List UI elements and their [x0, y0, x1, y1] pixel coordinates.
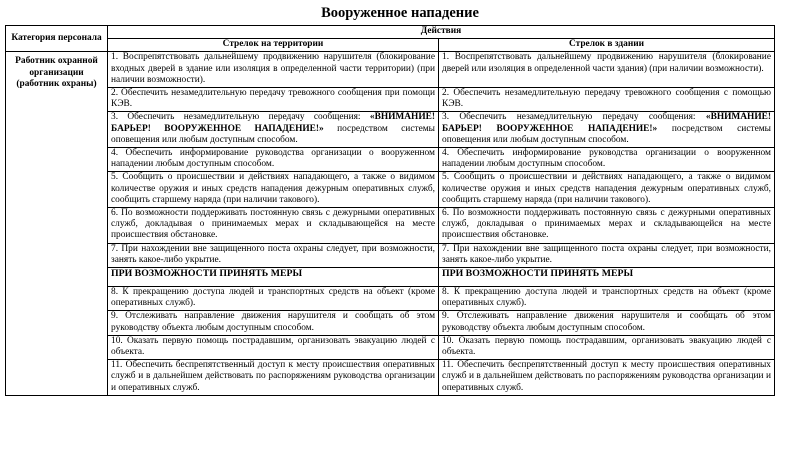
- building-step-3-post: посредством системы оповещения или любым доступным способом.: [442, 123, 771, 145]
- building-step-9: 9. Отслеживать направление движения нарушителя и сообщать об этом руководству объекта любым доступным способом.: [439, 311, 775, 335]
- territory-alert-text: «ВНИМАНИЕ! БАРЬЕР! ВООРУЖЕННОЕ НАПАДЕНИЕ!»: [111, 112, 435, 134]
- header-territory: Стрелок на территории: [108, 39, 439, 52]
- territory-step-8: 8. К прекращению доступа людей и транспортных средств на объект (кроме оперативных служб).: [108, 287, 439, 311]
- territory-step-4: 4. Обеспечить информирование руководства организации о вооруженном нападении любым доступным способом.: [108, 148, 439, 172]
- territory-step-5: 5. Сообщить о происшествии и действиях нападающего, а также о видимом количестве оружия и иных средств нападения дежурным оперативных служб, сообщить старшему наряда (при наличии такового).: [108, 172, 439, 208]
- territory-step-10: 10. Оказать первую помощь пострадавшим, организовать эвакуацию людей с объекта.: [108, 335, 439, 359]
- building-alert-text: «ВНИМАНИЕ! БАРЬЕР! ВООРУЖЕННОЕ НАПАДЕНИЕ!»: [442, 112, 771, 134]
- territory-step-9: 9. Отслеживать направление движения нарушителя и сообщать об этом руководству объекта любым доступным способом.: [108, 311, 439, 335]
- building-step-7: 7. При нахождении вне защищенного поста охраны следует, при возможности, занять какое-либо укрытие.: [439, 243, 775, 267]
- building-step-3-pre: 3. Обеспечить незамедлительную передачу сообщения:: [442, 112, 706, 123]
- role-cell: Работник охранной организации (работник охраны): [6, 52, 108, 396]
- building-step-2: 2. Обеспечить незамедлительную передачу тревожного сообщения с помощью КЭВ.: [439, 88, 775, 112]
- building-step-11: 11. Обеспечить беспрепятственный доступ к месту происшествия оперативных служб и в дальнейшем действовать по распоряжениям руководства организации и оперативных служб.: [439, 360, 775, 396]
- actions-table: [5, 25, 775, 396]
- building-step-10: 10. Оказать первую помощь пострадавшим, организовать эвакуацию людей с объекта.: [439, 335, 775, 359]
- territory-measures-heading: ПРИ ВОЗМОЖНОСТИ ПРИНЯТЬ МЕРЫ: [108, 268, 439, 287]
- header-building: Стрелок в здании: [439, 39, 775, 52]
- territory-step-2: 2. Обеспечить незамедлительную передачу тревожного сообщения при помощи КЭВ.: [108, 88, 439, 112]
- building-step-5: 5. Сообщить о происшествии и действиях нападающего, а также о видимом количестве оружия и иных средств нападения дежурным оперативных служб, сообщить старшему наряда (при наличии такового).: [439, 172, 775, 208]
- territory-step-11: 11. Обеспечить беспрепятственный доступ к месту происшествия оперативных служб и в дальнейшем действовать по распоряжениям руководства организации и оперативных служб.: [108, 360, 439, 396]
- header-actions: Действия: [108, 26, 775, 39]
- document-title: Вооруженное нападение: [321, 5, 479, 21]
- building-step-8: 8. К прекращению доступа людей и транспортных средств на объект (кроме оперативных служб).: [439, 287, 775, 311]
- territory-step-3: [108, 112, 439, 148]
- territory-step-6: 6. По возможности поддерживать постоянную связь с дежурными оперативных служб, докладывая о принимаемых мерах и складывающейся на месте происшествия обстановке.: [108, 208, 439, 244]
- building-step-6: 6. По возможности поддерживать постоянную связь с дежурными оперативных служб, докладывая о принимаемых мерах и складывающейся на месте происшествия обстановке.: [439, 208, 775, 244]
- building-step-3: [439, 112, 775, 148]
- territory-step-1: 1. Воспрепятствовать дальнейшему продвижению нарушителя (блокирование входных дверей в здание или изоляция в определенной части территории) (при наличии возможности).: [108, 52, 439, 88]
- territory-step-3-post: посредством системы оповещения или любым доступным способом.: [111, 123, 435, 145]
- territory-step-3-pre: 3. Обеспечить незамедлительную передачу сообщения:: [111, 112, 370, 123]
- building-measures-heading: ПРИ ВОЗМОЖНОСТИ ПРИНЯТЬ МЕРЫ: [439, 268, 775, 287]
- header-category: Категория персонала: [6, 26, 108, 52]
- territory-step-7: 7. При нахождении вне защищенного поста охраны следует, при возможности, занять какое-либо укрытие.: [108, 243, 439, 267]
- building-step-1: 1. Воспрепятствовать дальнейшему продвижению нарушителя (блокирование дверей или изоляция в определенной части здания) (при наличии возможности).: [439, 52, 775, 88]
- building-step-4: 4. Обеспечить информирование руководства организации о вооруженном нападении любым доступным способом.: [439, 148, 775, 172]
